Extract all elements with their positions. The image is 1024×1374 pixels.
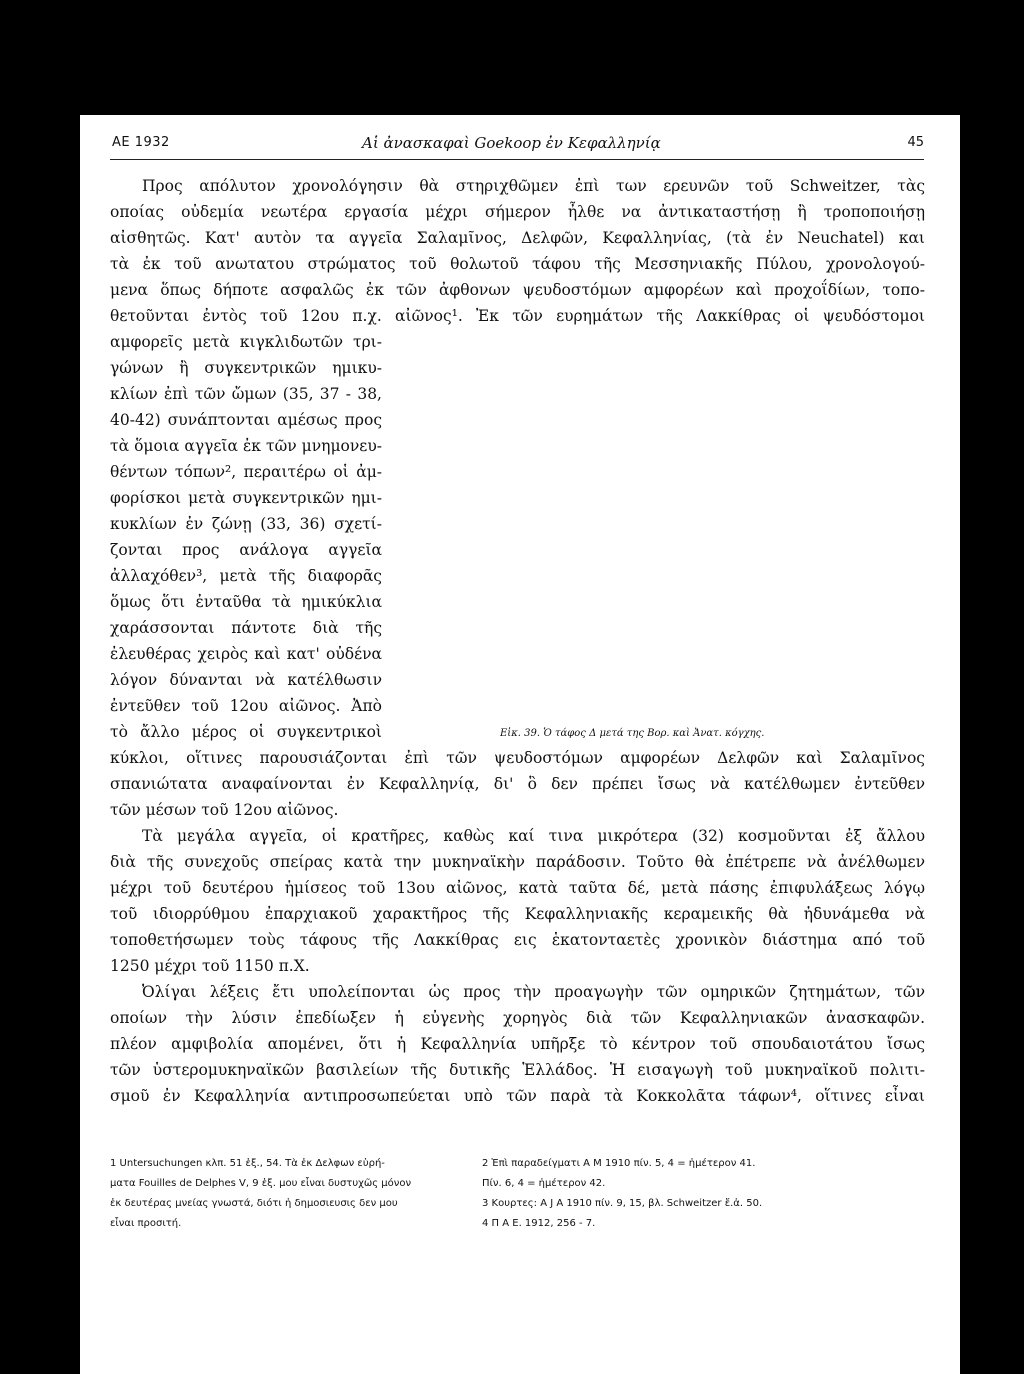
footnote-line: ματα Fouilles de Delphes V, 9 ἑξ. μου εἶναι δυστυχῶς μόνον xyxy=(110,1178,412,1189)
page-number: 45 xyxy=(907,135,924,150)
text-line: Τὰ μεγάλα αγγεῖα, οἱ κρατῆρες, καθὼς καί τινα μικρότερα (32) κοσμοῦνται ἐξ ἄλλου xyxy=(142,827,925,845)
text-line: αμφορεῖς μετὰ κιγκλιδωτῶν τρι- xyxy=(110,333,382,351)
footnotes-left-column xyxy=(110,1154,475,1234)
text-line: ἐντεῦθεν τοῦ 12ου αἰῶνος. Ἀπὸ xyxy=(110,697,382,715)
text-line: χαράσσονται πάντοτε διὰ τῆς xyxy=(110,619,382,637)
text-line: γώνων ἢ συγκεντρικῶν ημικυ- xyxy=(110,359,382,377)
text-line: τῶν μέσων τοῦ 12ου αἰῶνος. xyxy=(110,801,339,819)
text-line: Ὀλίγαι λέξεις ἔτι υπολείπονται ὡς προς τὴν προαγωγὴν τῶν ομηρικῶν ζητημάτων, τῶν xyxy=(142,983,925,1001)
text-line: 1250 μέχρι τοῦ 1150 π.Χ. xyxy=(110,957,310,975)
text-line: σπανιώτατα αναφαίνονται ἐν Κεφαλληνίᾳ, δι' ὃ δεν πρέπει ἴσως νὰ κατέλθωμεν ἐντεῦθεν xyxy=(110,775,925,793)
text-line: θετοῦνται ἐντὸς τοῦ 12ου π.χ. αἰῶνος¹. Ἐκ τῶν ευρημάτων τῆς Λακκίθρας οἱ ψευδόστομοι xyxy=(110,307,925,325)
footnote-line: εἶναι προσιτή. xyxy=(110,1218,182,1229)
text-line: Προς απόλυτον χρονολόγησιν θὰ στηριχθῶμεν ἐπὶ των ερευνῶν τοῦ Schweitzer, τὰς xyxy=(142,177,925,195)
footnote-line: 3 Κουρτες: Α J Α 1910 πίν. 9, 15, βλ. Schweitzer ἔ.ἀ. 50. xyxy=(482,1198,763,1209)
text-line: ὅμως ὅτι ἐνταῦθα τὰ ημικύκλια xyxy=(110,593,382,611)
text-line: κλίων ἐπὶ τῶν ὤμων (35, 37 - 38, xyxy=(110,385,382,403)
text-line: οποίας οὐδεμία νεωτέρα εργασία μέχρι σήμερον ἦλθε να ἀντικαταστήσῃ ἢ τροποποιήσῃ xyxy=(110,203,925,221)
footnote-line: 1 Untersuchungen κλπ. 51 ἑξ., 54. Τὰ ἐκ Δελφων εὑρή- xyxy=(110,1158,385,1169)
document-page xyxy=(80,115,960,1374)
running-header xyxy=(112,135,924,157)
footnote-line: Πίν. 6, 4 = ἡμέτερον 42. xyxy=(482,1178,606,1189)
text-line: τὰ ὅμοια αγγεῖα ἐκ τῶν μνημονευ- xyxy=(110,437,382,455)
footnote-line: 2 Ἐπὶ παραδείγματι Α Μ 1910 πίν. 5, 4 = ἡμέτερον 41. xyxy=(482,1158,756,1169)
footnote-line: 4 Π Α Ε. 1912, 256 - 7. xyxy=(482,1218,596,1229)
text-line: αἰσθητῶς. Κατ' αυτὸν τα αγγεῖα Σαλαμῖνος, Δελφῶν, Κεφαλληνίας, (τὰ ἐν Neuchatel) και xyxy=(110,229,925,247)
text-line: ἀλλαχόθεν³, μετὰ τῆς διαφορᾶς xyxy=(110,567,382,585)
footnotes-right-column xyxy=(482,1154,927,1234)
text-line: ζονται προς ανάλογα αγγεῖα xyxy=(110,541,382,559)
text-line: διὰ τῆς συνεχοῦς σπείρας κατὰ την μυκηναϊκὴν παράδοσιν. Τοῦτο θὰ ἐπέτρεπε νὰ ἀνέλθωμεν xyxy=(110,853,925,871)
figure-caption: Εἰκ. 39. Ὁ τάφος Δ μετά της Βορ. καὶ Ἀνατ. κόγχης. xyxy=(500,728,765,739)
text-line: μέχρι τοῦ δευτέρου ἡμίσεος τοῦ 13ου αἰῶνος, κατὰ ταῦτα δέ, μετὰ πάσης ἐπιφυλάξεως λόγῳ xyxy=(110,879,925,897)
journal-year: ΑΕ 1932 xyxy=(112,135,170,150)
running-title: Αἱ ἀνασκαφαὶ Goekoop ἐν Κεφαλληνίᾳ xyxy=(362,134,661,152)
text-line: 40-42) συνάπτονται αμέσως προς xyxy=(110,411,382,429)
narrow-column xyxy=(110,329,925,745)
text-line: οποίων τὴν λύσιν ἐπεδίωξεν ἡ εὐγενὴς χορηγὸς διὰ τῶν Κεφαλληνιακῶν ἀνασκαφῶν. xyxy=(110,1009,925,1027)
text-line: κυκλίων ἐν ζώνῃ (33, 36) σχετί- xyxy=(110,515,382,533)
text-line: θέντων τόπων², περαιτέρω οἱ ἀμ- xyxy=(110,463,382,481)
text-line: τῶν ὑστερομυκηναϊκῶν βασιλείων τῆς δυτικῆς Ἑλλάδος. Ἡ εισαγωγὴ τοῦ μυκηναϊκοῦ πολιτι- xyxy=(110,1061,925,1079)
text-line: κύκλοι, οἵτινες παρουσιάζονται ἐπὶ τῶν ψευδοστόμων αμφορέων Δελφῶν καὶ Σαλαμῖνος xyxy=(110,749,925,767)
text-line: ἐλευθέρας χειρὸς καὶ κατ' οὐδένα xyxy=(110,645,382,663)
text-line: τοῦ ιδιορρύθμου ἐπαρχιακοῦ χαρακτῆρος τῆς Κεφαλληνιακῆς κεραμεικῆς θὰ ἠδυνάμεθα νὰ xyxy=(110,905,925,923)
text-line: φορίσκοι μετὰ συγκεντρικῶν ημι- xyxy=(110,489,382,507)
body-text xyxy=(110,173,925,1109)
text-line: τὸ ἄλλο μέρος οἱ συγκεντρικοὶ xyxy=(110,723,382,741)
text-line: τοποθετήσωμεν τοὺς τάφους τῆς Λακκίθρας εις ἑκατονταετὲς χρονικὸν διάστημα από τοῦ xyxy=(110,931,925,949)
text-line: μενα ὅπως δήποτε ασφαλῶς ἐκ τῶν ἀφθονων ψευδοστόμων αμφορέων καὶ προχοΐδίων, τοπο- xyxy=(110,281,925,299)
text-line: σμοῦ ἐν Κεφαλληνία αντιπροσωπεύεται υπὸ τῶν παρὰ τὰ Κοκκολᾶτα τάφων⁴, οἵτινες εἶναι xyxy=(110,1087,925,1105)
text-line: τὰ ἐκ τοῦ ανωτατου στρώματος τοῦ θολωτοῦ τάφου τῆς Μεσσηνιακῆς Πύλου, χρονολογού- xyxy=(110,255,925,273)
header-rule xyxy=(110,159,924,160)
text-line: λόγον δύνανται νὰ κατέλθωσιν xyxy=(110,671,382,689)
text-line: πλέον αμφιβολία απομένει, ὅτι ἡ Κεφαλληνία υπῆρξε τὸ κέντρον τοῦ σπουδαιοτάτου ἴσως xyxy=(110,1035,925,1053)
footnote-line: ἐκ δευτέρας μνείας γνωστά, διότι ἡ δημοσιευσις δεν μου xyxy=(110,1198,398,1209)
